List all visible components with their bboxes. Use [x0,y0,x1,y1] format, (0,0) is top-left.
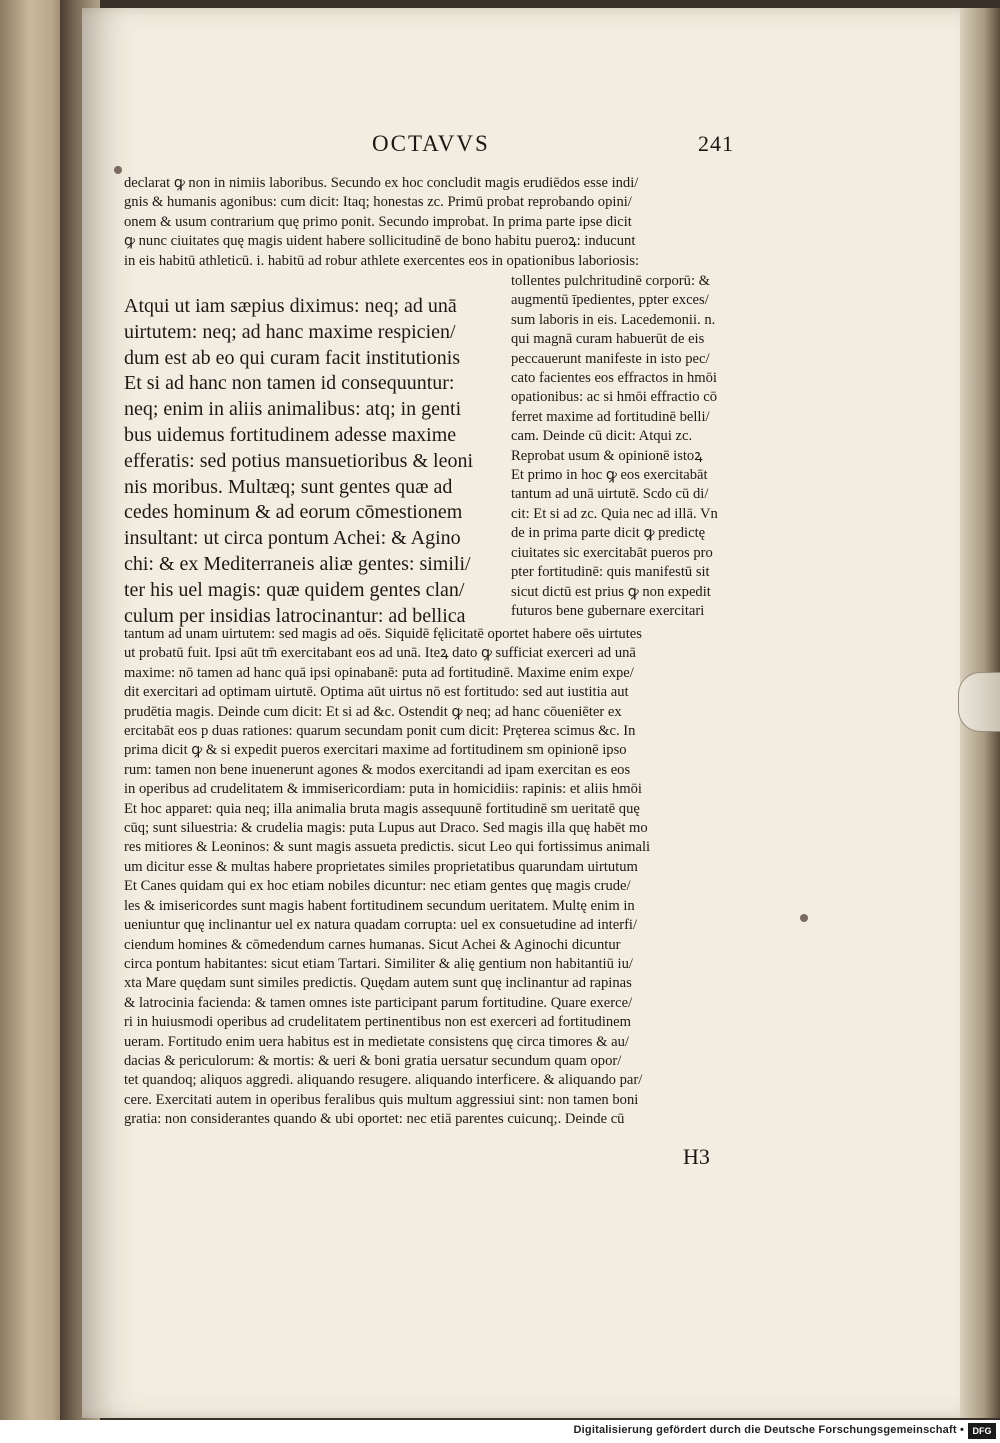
funding-credit: Digitalisierung gefördert durch die Deutsche Forschungsgemeinschaft • [573,1424,964,1436]
text-line: chi: & ex Mediterraneis aliæ gentes: simili/ [124,552,471,575]
text-line: cere. Exercitati autem in operibus feralibus quis multum aggressiui sint: non tamen boni [124,1091,639,1108]
text-line: qui magnā curam habuerūt de eis [511,331,705,348]
text-line: ferret maxime ad fortitudinē belli/ [511,408,710,425]
folio-number: 241 [698,131,734,156]
text-line: Et si ad hanc non tamen id consequuntur: [124,372,455,395]
text-line: ut probatū fuit. Ipsi aūt tm̄ exercitabant eos ad unā. Iteꝝ dato ꝙ sufficiat exerceri ad unā [124,645,636,662]
text-line: Reprobat usum & opinionē istoꝝ [511,447,703,464]
text-line: pter fortitudinē: quis manifestū sit [511,564,710,581]
text-line: maxime: nō tamen ad hanc quā ipsi opinabanē: puta ad fortitudinē. Maxime enim expe/ [124,664,634,681]
text-line: & latrocinia facienda: & tamen omnes iste participant parum fortitudine. Quare exerce/ [124,994,633,1011]
text-line: res mitiores & Leoninos: & sunt magis assueta predictis. sicut Leo qui fortissimus animali [124,839,651,856]
main-text-block [124,294,496,629]
text-line: um dicitur esse & multas habere proprietates similes proprietatibus quarundam uirtutum [124,858,638,875]
text-line: augmentū īpedientes, ppter exces/ [511,292,709,309]
text-line: sicut dictū est prius ꝙ non expedit [511,583,711,600]
text-line: de in prima parte dicit ꝙ predictę [511,525,706,542]
text-line: gratia: non considerantes quando & ubi oportet: nec etiā parentes cuicunq;. Deinde cū [124,1111,625,1128]
text-line: xta Mare quędam sunt similes predictis. Quędam autem sunt quę inclinantur ad rapinas [124,975,632,992]
text-line: cit: Et si ad zc. Quia nec ad illā. Vn [511,505,718,522]
text-line: ciuitates sic exercitabāt pueros pro [511,544,713,561]
ink-dot [114,166,122,174]
text-line: tantum ad unam uirtutem: sed magis ad oēs. Siquidē fęlicitatē oportet habere oēs uirtutes [124,626,642,642]
text-line: prima dicit ꝙ & si expedit pueros exercitari maxime ad fortitudinem sm opinionē ipso [124,742,627,759]
page-clip [958,672,1000,732]
text-line: ueram. Fortitudo enim uera habitus est in medietate consistens quę circa timores & au/ [124,1033,629,1050]
text-line: dit exercitari ad optimam uirtutē. Optima aūt uirtus nō est fortitudo: sed aut iustitia aut [124,684,629,701]
text-line: cūq; sunt siluestria: & crudelia magis: puta Lupus aut Draco. Sed magis illa quę habēt mo [124,820,648,837]
text-line: tet quandoq; aliquos aggredi. aliquando resugere. aliquando interficere. & aliquando par/ [124,1072,643,1089]
dfg-logo: DFG [968,1423,996,1439]
text-line: circa pontum habitantes: sicut etiam Tartari. Similiter & alię gentium non habitantiū iu/ [124,955,633,972]
text-line: Et Canes quidam qui ex hoc etiam nobiles dicuntur: nec etiam gentes quę magis crude/ [124,878,631,895]
text-line: ueniuntur quę inclinantur uel ex natura quadam corrupta: uel ex consuetudine ad interfi/ [124,917,638,934]
text-line: ciendum homines & cōmedendum carnes humanas. Sicut Achei & Aginochi dicuntur [124,936,621,953]
commentary-bottom [124,625,766,1130]
running-title: OCTAVVS [372,131,490,156]
text-line: uirtutem: neq; ad hanc maxime respicien/ [124,320,456,343]
ink-dot [800,914,808,922]
footer-bar [0,1420,1000,1443]
text-line: culum per insidias latrocinantur: ad bellica [124,604,466,627]
text-line: insultant: ut circa pontum Achei: & Agino [124,527,461,550]
text-line: rum: tamen non bene inuenerunt agones & modos exercitandi ad ipam exercitan es eos [124,761,631,778]
text-line: tollentes pulchritudinē corporū: & [511,273,710,289]
text-line: ꝙ nunc ciuitates quę magis uident habere sollicitudinē de bono habitu pueroꝝ: inducunt [124,233,636,250]
text-line: sum laboris in eis. Lacedemonii. n. [511,311,716,328]
text-line: Atqui ut iam sæpius diximus: neq; ad unā [124,295,457,317]
commentary-top [124,174,764,271]
text-line: opationibus: ac si hmōi effractio cō [511,389,718,406]
text-line: cedes hominum & ad eorum cōmestionem [124,501,463,524]
text-line: gnis & humanis agonibus: cum dicit: Itaq; honestas zc. Primū probat reprobando opini/ [124,194,632,211]
text-line: peccauerunt manifeste in isto pec/ [511,350,710,367]
text-line: prudētia magis. Deinde cum dicit: Et si ad &c. Ostendit ꝙ neq; ad hanc cōueniēter ex [124,703,622,720]
text-line: bus uidemus fortitudinem adesse maxime [124,423,457,446]
text-line: ercitabāt eos p duas rationes: quarum secundam ponit cum dicit: Pręterea scimus &c. In [124,723,636,740]
commentary-side [511,272,765,621]
text-line: dacias & periculorum: & mortis: & ueri & boni gratia uersatur secundum quam opor/ [124,1052,622,1069]
text-line: neq; enim in aliis animalibus: atq; in genti [124,398,462,421]
text-line: Et hoc apparet: quia neq; illa animalia bruta magis assequunē fortitudinē sm ueritatē quę [124,800,640,817]
text-line: in operibus ad crudelitatem & immisericordiam: puta in homicidiis: rapinis: et aliis hmōi [124,781,642,798]
text-line: ri in huiusmodi operibus ad crudelitatem pertinentibus non est exerceri ad fortitudinem [124,1014,631,1031]
text-line: onem & usum contrarium quę primo ponit. Secundo improbat. In prima parte ipse dicit [124,213,632,230]
text-line: Et primo in hoc ꝙ eos exercitabāt [511,467,708,484]
text-line: tantum ad unā uirtutē. Scdo cū di/ [511,486,709,503]
signature-mark: H3 [683,1144,710,1169]
text-line: nis moribus. Multæq; sunt gentes quæ ad [124,475,453,498]
text-line: cam. Deinde cū dicit: Atqui zc. [511,428,693,445]
text-line: futuros bene gubernare exercitari [511,602,705,619]
text-line: cato facientes eos effractos in hmōi [511,370,717,387]
text-line: efferatis: sed potius mansuetioribus & leoni [124,449,474,472]
text-line: ter his uel magis: quæ quidem gentes clan/ [124,578,465,601]
text-line: in eis habitū athleticū. i. habitū ad robur athlete exercentes eos in opationibus laboriosis: [124,252,640,269]
text-line: dum est ab eo qui curam facit institutionis [124,346,461,369]
text-line: les & imisericordes sunt magis habent fortitudinem secundum ueritatem. Multę enim in [124,897,635,914]
text-line: declarat ꝙ non in nimiis laboribus. Secundo ex hoc concludit magis erudiēdos esse indi/ [124,175,639,191]
